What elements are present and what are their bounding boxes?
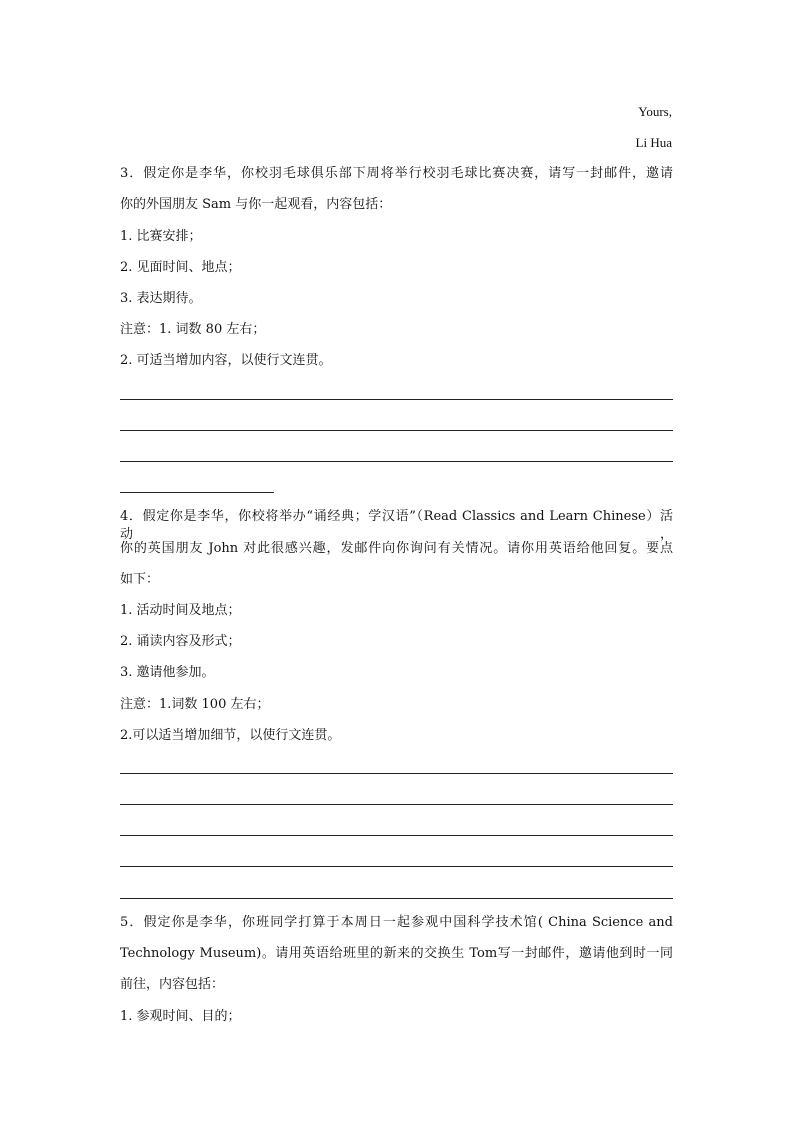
task5-prompt-line2: Technology Museum)。请用英语给班里的新来的交换生 Tom写一封邮件，邀请他到时一同	[120, 946, 673, 961]
task4-point-1: 1. 活动时间及地点；	[120, 603, 241, 618]
task4-answer-line	[120, 773, 673, 774]
task3-answer-line	[120, 399, 673, 400]
task5-prompt-line3: 前往，内容包括：	[120, 977, 225, 992]
task3-point-1: 1. 比赛安排；	[120, 229, 202, 244]
task4-point-3: 3. 邀请他参加。	[120, 665, 215, 680]
task4-prompt-line3: 如下：	[120, 572, 160, 587]
task4-note-1: 注意：1.词数 100 左右；	[120, 697, 270, 712]
task4-point-2: 2. 诵读内容及形式；	[120, 634, 241, 649]
task4-answer-line	[120, 866, 673, 867]
closing-name: Li Hua	[635, 135, 672, 150]
task3-answer-line-short	[120, 492, 274, 493]
task4-answer-line	[120, 898, 673, 899]
task3-point-3: 3. 表达期待。	[120, 291, 202, 306]
task4-prompt-line1: 4．假定你是李华，你校将举办“诵经典；学汉语”（Read Classics and Learn Chinese）活动，	[120, 509, 673, 542]
task3-prompt-line1: 3．假定你是李华，你校羽毛球俱乐部下周将举行校羽毛球比赛决赛，请写一封邮件，邀请	[120, 166, 673, 181]
task3-answer-line	[120, 430, 673, 431]
task4-note-2: 2.可以适当增加细节，以使行文连贯。	[120, 728, 341, 743]
task3-answer-line	[120, 461, 673, 462]
task5-point-1: 1. 参观时间、目的；	[120, 1009, 241, 1024]
task3-note-2: 2. 可适当增加内容，以使行文连贯。	[120, 353, 332, 368]
closing-yours: Yours,	[638, 104, 672, 119]
task4-answer-line	[120, 804, 673, 805]
task4-answer-line	[120, 835, 673, 836]
task4-prompt-line2: 你的英国朋友 John 对此很感兴趣，发邮件向你询问有关情况。请你用英语给他回复。要点	[120, 541, 673, 556]
task3-point-2: 2. 见面时间、地点；	[120, 260, 241, 275]
task3-note-1: 注意：1. 词数 80 左右；	[120, 322, 266, 337]
task5-prompt-line1: 5．假定你是李华，你班同学打算于本周日一起参观中国科学技术馆( China Science and	[120, 915, 673, 930]
task3-prompt-line2: 你的外国朋友 Sam 与你一起观看，内容包括：	[120, 197, 392, 212]
